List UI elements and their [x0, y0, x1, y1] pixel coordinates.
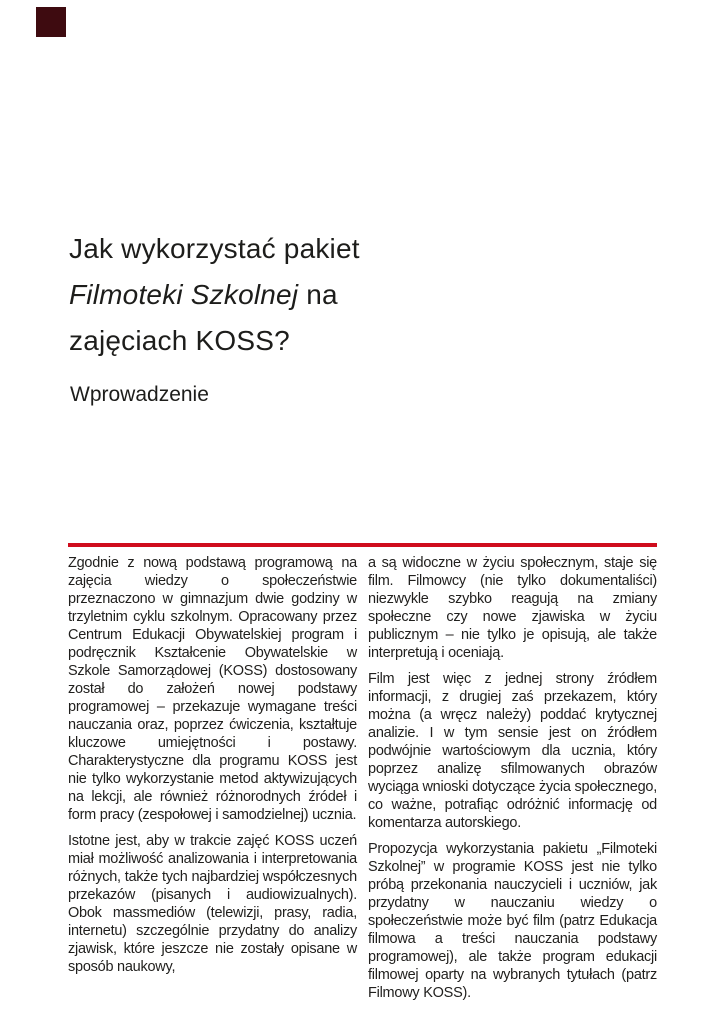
section-subtitle: Wprowadzenie: [70, 383, 209, 406]
article-body: [68, 554, 657, 1002]
paragraph-right-1: a są widoczne w życiu społecznym, staje się film. Filmowcy (nie tylko dokumentaliści) niezwykle szybko reagują na zmiany społeczne czy nowe zjawiska w życiu publicznym – nie tylko je opisują, ale także interpretują i oceniają.: [368, 555, 657, 661]
title-line-2-tail: na: [298, 279, 338, 310]
title-line-1: Jak wykorzystać pakiet: [69, 233, 360, 264]
title-line-2: [69, 272, 360, 318]
paragraph-right-3: Propozycja wykorzystania pakietu „Filmoteki Szkolnej” w programie KOSS jest nie tylko próbą przekonania nauczycieli i uczniów, jak przydatny w nauczaniu wiedzy o społeczeństwie może być film (patrz Edukacja filmowa a treści nauczania podstawy programowej), ale także program edukacji filmowej oparty na wybranych tytułach (patrz Filmowy KOSS).: [368, 841, 657, 1001]
paragraph-right-2: Film jest więc z jednej strony źródłem informacji, z drugiej zaś przekazem, który można (a wręcz należy) poddać krytycznej analizie. I w tym sensie jest on źródłem podwójnie wartościowym dla ucznia, który poprzez analizę sfilmowanych obrazów wyciąga wnioski dotyczące życia społecznego, co ważne, potrafiąc odróżnić informację od komentarza autorskiego.: [368, 671, 657, 831]
page-title: [69, 226, 360, 364]
paragraph-left-2: Istotne jest, aby w trakcie zajęć KOSS uczeń miał możliwość analizowania i interpretowania różnych, także tych najbardziej współczesnych przekazów (pisanych i audiowizualnych). Obok massmediów (telewizji, prasy, radia, internetu) szczególnie przydatny do analizy zjawisk, które jeszcze nie zostały opisane w sposób naukowy,: [68, 833, 357, 975]
title-line-2-italic: Filmoteki Szkolnej: [69, 279, 299, 310]
brand-corner-square: [36, 7, 66, 37]
title-line-3: zajęciach KOSS?: [69, 325, 290, 356]
left-column: [68, 554, 357, 1002]
red-divider-rule: [68, 543, 657, 547]
right-column: [368, 554, 657, 1002]
paragraph-left-1: Zgodnie z nową podstawą programową na zajęcia wiedzy o społeczeństwie przeznaczono w gimnazjum dwie godziny w trzyletnim cyklu szkolnym. Opracowany przez Centrum Edukacji Obywatelskiej program i podręcznik Kształcenie Obywatelskie w Szkole Samorządowej (KOSS) dostosowany został do założeń nowej podstawy programowej – przekazuje wymagane treści nauczania oraz, poprzez ćwiczenia, kształtuje kluczowe umiejętności i postawy. Charakterystyczne dla programu KOSS jest nie tylko wykorzystanie metod aktywizujących na lekcji, ale również różnorodnych źródeł i form pracy (zespołowej i samodzielnej) ucznia.: [68, 555, 357, 823]
